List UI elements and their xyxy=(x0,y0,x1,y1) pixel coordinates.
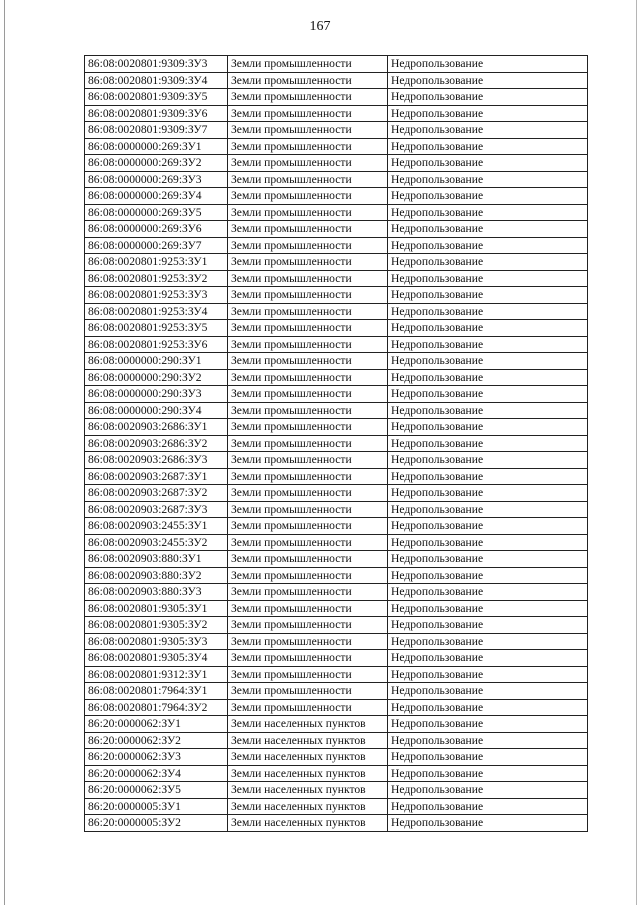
cadastral-number-cell: 86:08:0000000:269:ЗУ4 xyxy=(85,188,228,205)
land-category-cell: Земли населенных пунктов xyxy=(228,798,388,815)
cadastral-number-cell: 86:08:0000000:269:ЗУ1 xyxy=(85,138,228,155)
permitted-use-cell: Недропользование xyxy=(388,221,588,238)
cadastral-number-cell: 86:08:0000000:269:ЗУ3 xyxy=(85,171,228,188)
permitted-use-cell: Недропользование xyxy=(388,155,588,172)
permitted-use-cell: Недропользование xyxy=(388,567,588,584)
land-category-cell: Земли промышленности xyxy=(228,666,388,683)
land-category-cell: Земли промышленности xyxy=(228,386,388,403)
table-row xyxy=(85,716,588,733)
land-plots-table xyxy=(84,55,588,832)
table-row xyxy=(85,270,588,287)
cadastral-number-cell: 86:08:0020801:9309:ЗУ3 xyxy=(85,56,228,73)
land-category-cell: Земли промышленности xyxy=(228,237,388,254)
permitted-use-cell: Недропользование xyxy=(388,105,588,122)
land-category-cell: Земли промышленности xyxy=(228,402,388,419)
permitted-use-cell: Недропользование xyxy=(388,452,588,469)
cadastral-number-cell: 86:08:0020903:2455:ЗУ1 xyxy=(85,518,228,535)
cadastral-number-cell: 86:08:0020903:880:ЗУ3 xyxy=(85,584,228,601)
table-row xyxy=(85,353,588,370)
table-row xyxy=(85,798,588,815)
cadastral-number-cell: 86:20:0000005:ЗУ2 xyxy=(85,815,228,832)
table-row xyxy=(85,435,588,452)
table-row xyxy=(85,188,588,205)
cadastral-number-cell: 86:08:0000000:290:ЗУ3 xyxy=(85,386,228,403)
land-category-cell: Земли промышленности xyxy=(228,699,388,716)
scan-edge-right xyxy=(636,0,637,905)
cadastral-number-cell: 86:08:0020903:2687:ЗУ3 xyxy=(85,501,228,518)
cadastral-number-cell: 86:08:0000000:290:ЗУ4 xyxy=(85,402,228,419)
land-category-cell: Земли промышленности xyxy=(228,204,388,221)
permitted-use-cell: Недропользование xyxy=(388,402,588,419)
land-category-cell: Земли промышленности xyxy=(228,56,388,73)
land-category-cell: Земли промышленности xyxy=(228,617,388,634)
land-category-cell: Земли населенных пунктов xyxy=(228,815,388,832)
land-category-cell: Земли промышленности xyxy=(228,501,388,518)
table-row xyxy=(85,237,588,254)
permitted-use-cell: Недропользование xyxy=(388,617,588,634)
table-row xyxy=(85,122,588,139)
table-row xyxy=(85,683,588,700)
land-category-cell: Земли промышленности xyxy=(228,303,388,320)
permitted-use-cell: Недропользование xyxy=(388,56,588,73)
land-category-cell: Земли промышленности xyxy=(228,468,388,485)
cadastral-number-cell: 86:20:0000062:ЗУ2 xyxy=(85,732,228,749)
table-row xyxy=(85,468,588,485)
land-category-cell: Земли промышленности xyxy=(228,221,388,238)
permitted-use-cell: Недропользование xyxy=(388,435,588,452)
table-row xyxy=(85,155,588,172)
cadastral-number-cell: 86:08:0020801:9253:ЗУ4 xyxy=(85,303,228,320)
land-category-cell: Земли промышленности xyxy=(228,633,388,650)
table-row xyxy=(85,402,588,419)
page-number: 167 xyxy=(309,19,331,34)
land-category-cell: Земли промышленности xyxy=(228,600,388,617)
permitted-use-cell: Недропользование xyxy=(388,419,588,436)
permitted-use-cell: Недропользование xyxy=(388,749,588,766)
permitted-use-cell: Недропользование xyxy=(388,138,588,155)
table-row xyxy=(85,567,588,584)
permitted-use-cell: Недропользование xyxy=(388,122,588,139)
table-row xyxy=(85,765,588,782)
cadastral-number-cell: 86:20:0000062:ЗУ1 xyxy=(85,716,228,733)
land-category-cell: Земли промышленности xyxy=(228,435,388,452)
cadastral-number-cell: 86:08:0020903:2686:ЗУ1 xyxy=(85,419,228,436)
land-category-cell: Земли промышленности xyxy=(228,89,388,106)
cadastral-number-cell: 86:08:0020801:9305:ЗУ3 xyxy=(85,633,228,650)
permitted-use-cell: Недропользование xyxy=(388,716,588,733)
land-category-cell: Земли населенных пунктов xyxy=(228,749,388,766)
permitted-use-cell: Недропользование xyxy=(388,89,588,106)
cadastral-number-cell: 86:08:0020903:880:ЗУ1 xyxy=(85,551,228,568)
table-row xyxy=(85,138,588,155)
cadastral-number-cell: 86:20:0000062:ЗУ5 xyxy=(85,782,228,799)
permitted-use-cell: Недропользование xyxy=(388,188,588,205)
permitted-use-cell: Недропользование xyxy=(388,72,588,89)
cadastral-number-cell: 86:08:0020903:2455:ЗУ2 xyxy=(85,534,228,551)
permitted-use-cell: Недропользование xyxy=(388,815,588,832)
land-category-cell: Земли промышленности xyxy=(228,72,388,89)
land-category-cell: Земли промышленности xyxy=(228,336,388,353)
table-row xyxy=(85,254,588,271)
land-category-cell: Земли промышленности xyxy=(228,270,388,287)
table-row xyxy=(85,815,588,832)
table-body xyxy=(85,56,588,832)
table-row xyxy=(85,551,588,568)
permitted-use-cell: Недропользование xyxy=(388,287,588,304)
table-row xyxy=(85,485,588,502)
cadastral-number-cell: 86:08:0020801:9309:ЗУ6 xyxy=(85,105,228,122)
table-row xyxy=(85,501,588,518)
table-row xyxy=(85,56,588,73)
cadastral-number-cell: 86:08:0020903:2686:ЗУ3 xyxy=(85,452,228,469)
cadastral-number-cell: 86:08:0020903:2686:ЗУ2 xyxy=(85,435,228,452)
table-row xyxy=(85,749,588,766)
land-category-cell: Земли промышленности xyxy=(228,320,388,337)
land-category-cell: Земли населенных пунктов xyxy=(228,732,388,749)
land-category-cell: Земли промышленности xyxy=(228,254,388,271)
permitted-use-cell: Недропользование xyxy=(388,699,588,716)
table-row xyxy=(85,600,588,617)
permitted-use-cell: Недропользование xyxy=(388,551,588,568)
land-category-cell: Земли промышленности xyxy=(228,518,388,535)
table-row xyxy=(85,386,588,403)
land-category-cell: Земли промышленности xyxy=(228,650,388,667)
cadastral-number-cell: 86:20:0000062:ЗУ4 xyxy=(85,765,228,782)
permitted-use-cell: Недропользование xyxy=(388,369,588,386)
cadastral-number-cell: 86:08:0000000:269:ЗУ5 xyxy=(85,204,228,221)
land-category-cell: Земли промышленности xyxy=(228,369,388,386)
cadastral-number-cell: 86:08:0020801:9253:ЗУ1 xyxy=(85,254,228,271)
permitted-use-cell: Недропользование xyxy=(388,732,588,749)
table-row xyxy=(85,666,588,683)
land-category-cell: Земли населенных пунктов xyxy=(228,716,388,733)
cadastral-number-cell: 86:08:0020801:9253:ЗУ6 xyxy=(85,336,228,353)
land-category-cell: Земли промышленности xyxy=(228,419,388,436)
cadastral-number-cell: 86:20:0000005:ЗУ1 xyxy=(85,798,228,815)
permitted-use-cell: Недропользование xyxy=(388,650,588,667)
land-category-cell: Земли промышленности xyxy=(228,683,388,700)
permitted-use-cell: Недропользование xyxy=(388,270,588,287)
land-category-cell: Земли промышленности xyxy=(228,353,388,370)
land-category-cell: Земли промышленности xyxy=(228,534,388,551)
table-row xyxy=(85,584,588,601)
cadastral-number-cell: 86:08:0000000:290:ЗУ1 xyxy=(85,353,228,370)
permitted-use-cell: Недропользование xyxy=(388,782,588,799)
permitted-use-cell: Недропользование xyxy=(388,518,588,535)
table-row xyxy=(85,534,588,551)
permitted-use-cell: Недропользование xyxy=(388,485,588,502)
cadastral-number-cell: 86:08:0020903:2687:ЗУ2 xyxy=(85,485,228,502)
table-row xyxy=(85,303,588,320)
permitted-use-cell: Недропользование xyxy=(388,320,588,337)
land-category-cell: Земли промышленности xyxy=(228,171,388,188)
permitted-use-cell: Недропользование xyxy=(388,386,588,403)
land-category-cell: Земли промышленности xyxy=(228,287,388,304)
permitted-use-cell: Недропользование xyxy=(388,501,588,518)
cadastral-number-cell: 86:08:0020801:9305:ЗУ2 xyxy=(85,617,228,634)
permitted-use-cell: Недропользование xyxy=(388,468,588,485)
land-category-cell: Земли промышленности xyxy=(228,567,388,584)
table-row xyxy=(85,452,588,469)
table-row xyxy=(85,204,588,221)
cadastral-number-cell: 86:08:0000000:290:ЗУ2 xyxy=(85,369,228,386)
table-row xyxy=(85,221,588,238)
cadastral-number-cell: 86:08:0020801:7964:ЗУ1 xyxy=(85,683,228,700)
cadastral-number-cell: 86:08:0020801:9312:ЗУ1 xyxy=(85,666,228,683)
cadastral-number-cell: 86:08:0020801:9309:ЗУ7 xyxy=(85,122,228,139)
cadastral-number-cell: 86:08:0020903:880:ЗУ2 xyxy=(85,567,228,584)
table-row xyxy=(85,105,588,122)
table-row xyxy=(85,518,588,535)
cadastral-number-cell: 86:08:0000000:269:ЗУ2 xyxy=(85,155,228,172)
land-category-cell: Земли промышленности xyxy=(228,584,388,601)
table-row xyxy=(85,633,588,650)
cadastral-number-cell: 86:08:0000000:269:ЗУ7 xyxy=(85,237,228,254)
permitted-use-cell: Недропользование xyxy=(388,353,588,370)
land-category-cell: Земли промышленности xyxy=(228,155,388,172)
table-row xyxy=(85,782,588,799)
permitted-use-cell: Недропользование xyxy=(388,204,588,221)
land-category-cell: Земли промышленности xyxy=(228,122,388,139)
permitted-use-cell: Недропользование xyxy=(388,765,588,782)
land-category-cell: Земли населенных пунктов xyxy=(228,782,388,799)
permitted-use-cell: Недропользование xyxy=(388,171,588,188)
land-category-cell: Земли промышленности xyxy=(228,138,388,155)
cadastral-number-cell: 86:08:0020801:9253:ЗУ5 xyxy=(85,320,228,337)
permitted-use-cell: Недропользование xyxy=(388,683,588,700)
table-row xyxy=(85,336,588,353)
table-row xyxy=(85,699,588,716)
permitted-use-cell: Недропользование xyxy=(388,534,588,551)
table-row xyxy=(85,419,588,436)
table-row xyxy=(85,617,588,634)
permitted-use-cell: Недропользование xyxy=(388,666,588,683)
land-category-cell: Земли промышленности xyxy=(228,105,388,122)
permitted-use-cell: Недропользование xyxy=(388,303,588,320)
table-row xyxy=(85,287,588,304)
land-category-cell: Земли промышленности xyxy=(228,551,388,568)
cadastral-number-cell: 86:08:0000000:269:ЗУ6 xyxy=(85,221,228,238)
land-category-cell: Земли промышленности xyxy=(228,485,388,502)
land-category-cell: Земли промышленности xyxy=(228,188,388,205)
permitted-use-cell: Недропользование xyxy=(388,336,588,353)
land-category-cell: Земли промышленности xyxy=(228,452,388,469)
permitted-use-cell: Недропользование xyxy=(388,633,588,650)
table-row xyxy=(85,171,588,188)
cadastral-number-cell: 86:08:0020801:9305:ЗУ4 xyxy=(85,650,228,667)
table-row xyxy=(85,732,588,749)
cadastral-number-cell: 86:08:0020801:9309:ЗУ4 xyxy=(85,72,228,89)
cadastral-number-cell: 86:08:0020903:2687:ЗУ1 xyxy=(85,468,228,485)
cadastral-number-cell: 86:08:0020801:9305:ЗУ1 xyxy=(85,600,228,617)
permitted-use-cell: Недропользование xyxy=(388,584,588,601)
permitted-use-cell: Недропользование xyxy=(388,798,588,815)
table-row xyxy=(85,89,588,106)
permitted-use-cell: Недропользование xyxy=(388,237,588,254)
cadastral-number-cell: 86:08:0020801:9253:ЗУ2 xyxy=(85,270,228,287)
table-row xyxy=(85,72,588,89)
table-row xyxy=(85,369,588,386)
table-row xyxy=(85,650,588,667)
permitted-use-cell: Недропользование xyxy=(388,600,588,617)
cadastral-number-cell: 86:20:0000062:ЗУ3 xyxy=(85,749,228,766)
permitted-use-cell: Недропользование xyxy=(388,254,588,271)
table-row xyxy=(85,320,588,337)
cadastral-number-cell: 86:08:0020801:9309:ЗУ5 xyxy=(85,89,228,106)
land-category-cell: Земли населенных пунктов xyxy=(228,765,388,782)
scan-edge-left xyxy=(4,0,5,905)
cadastral-number-cell: 86:08:0020801:7964:ЗУ2 xyxy=(85,699,228,716)
cadastral-number-cell: 86:08:0020801:9253:ЗУ3 xyxy=(85,287,228,304)
